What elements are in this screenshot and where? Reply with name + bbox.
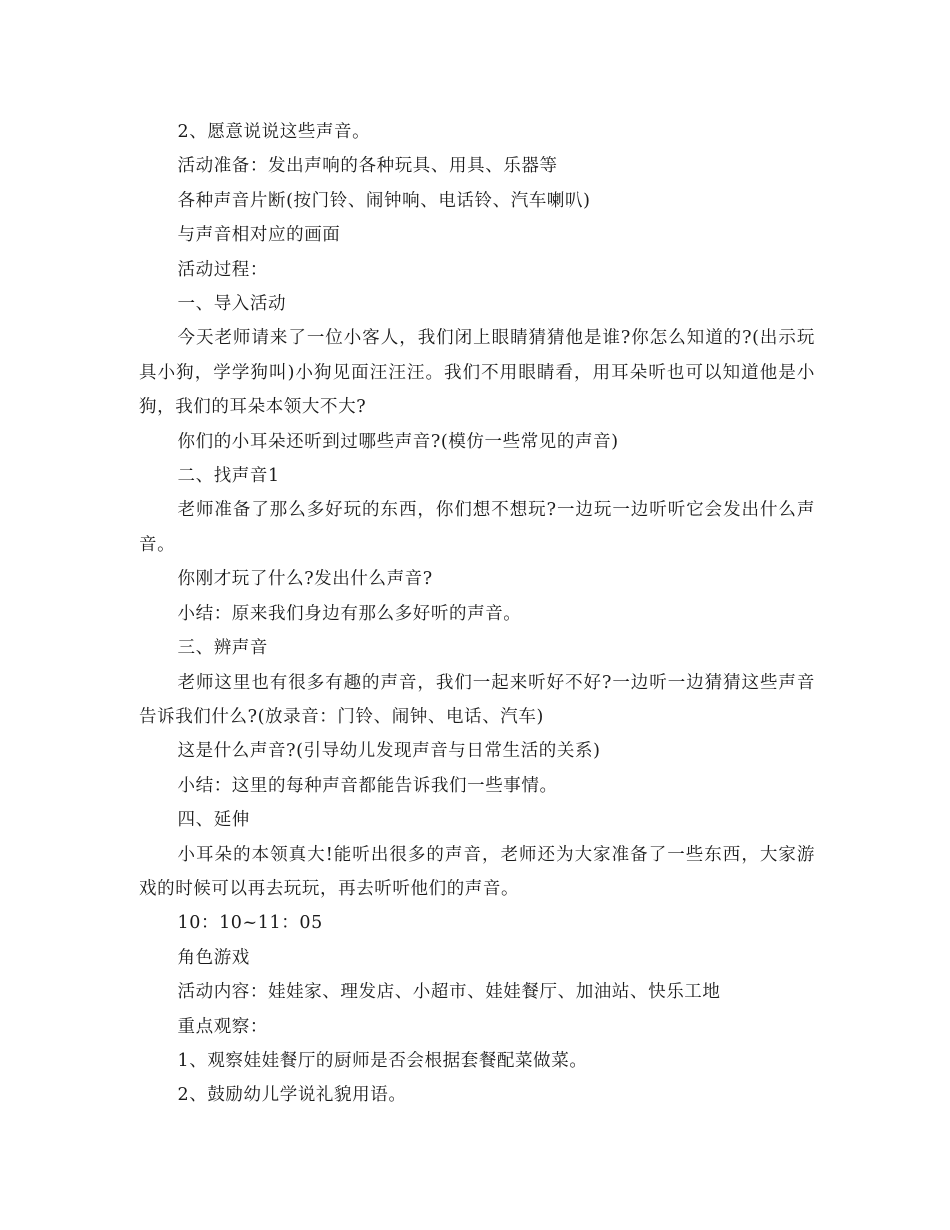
section-heading: 二、找声音1 xyxy=(177,466,280,487)
paragraph: 与声音相对应的画面 xyxy=(177,225,341,246)
paragraph: 1、观察娃娃餐厅的厨师是否会根据套餐配菜做菜。 xyxy=(177,1050,588,1071)
paragraph: 2、鼓励幼儿学说礼貌用语。 xyxy=(177,1085,407,1106)
paragraph: 老师准备了那么多好玩的东西，你们想不想玩?一边玩一边听听它会发出什么声音。 xyxy=(139,500,815,555)
document-body xyxy=(139,115,815,1113)
paragraph: 角色游戏 xyxy=(177,947,250,968)
paragraph: 老师这里也有很多有趣的声音，我们一起来听好不好?一边听一边猜猜这些声音告诉我们什么?(放录音：门铃、闹钟、电话、汽车) xyxy=(139,672,815,727)
time-range: 10：10~11：05 xyxy=(177,913,323,934)
paragraph: 小耳朵的本领真大!能听出很多的声音，老师还为大家准备了一些东西，大家游戏的时候可以再去玩玩，再去听听他们的声音。 xyxy=(139,844,815,899)
section-heading: 四、延伸 xyxy=(177,810,250,831)
paragraph: 你刚才玩了什么?发出什么声音? xyxy=(177,569,433,590)
paragraph: 活动准备：发出声响的各种玩具、用具、乐器等 xyxy=(177,156,558,177)
section-heading: 一、导入活动 xyxy=(177,294,287,315)
paragraph: 你们的小耳朵还听到过哪些声音?(模仿一些常见的声音) xyxy=(177,431,619,452)
paragraph: 各种声音片断(按门铃、闹钟响、电话铃、汽车喇叭) xyxy=(177,190,591,211)
paragraph: 活动过程： xyxy=(177,259,268,280)
paragraph: 今天老师请来了一位小客人，我们闭上眼睛猜猜他是谁?你怎么知道的?(出示玩具小狗，学学狗叫)小狗见面汪汪汪。我们不用眼睛看，用耳朵听也可以知道他是小狗，我们的耳朵本领大不大? xyxy=(139,328,815,418)
paragraph: 小结：原来我们身边有那么多好听的声音。 xyxy=(177,603,522,624)
paragraph: 2、愿意说说这些声音。 xyxy=(177,122,371,142)
paragraph: 小结：这里的每种声音都能告诉我们一些事情。 xyxy=(177,775,558,796)
paragraph: 这是什么声音?(引导幼儿发现声音与日常生活的关系) xyxy=(177,741,601,762)
section-heading: 三、辨声音 xyxy=(177,638,268,659)
paragraph: 重点观察： xyxy=(177,1016,268,1037)
paragraph: 活动内容：娃娃家、理发店、小超市、娃娃餐厅、加油站、快乐工地 xyxy=(177,982,721,1003)
